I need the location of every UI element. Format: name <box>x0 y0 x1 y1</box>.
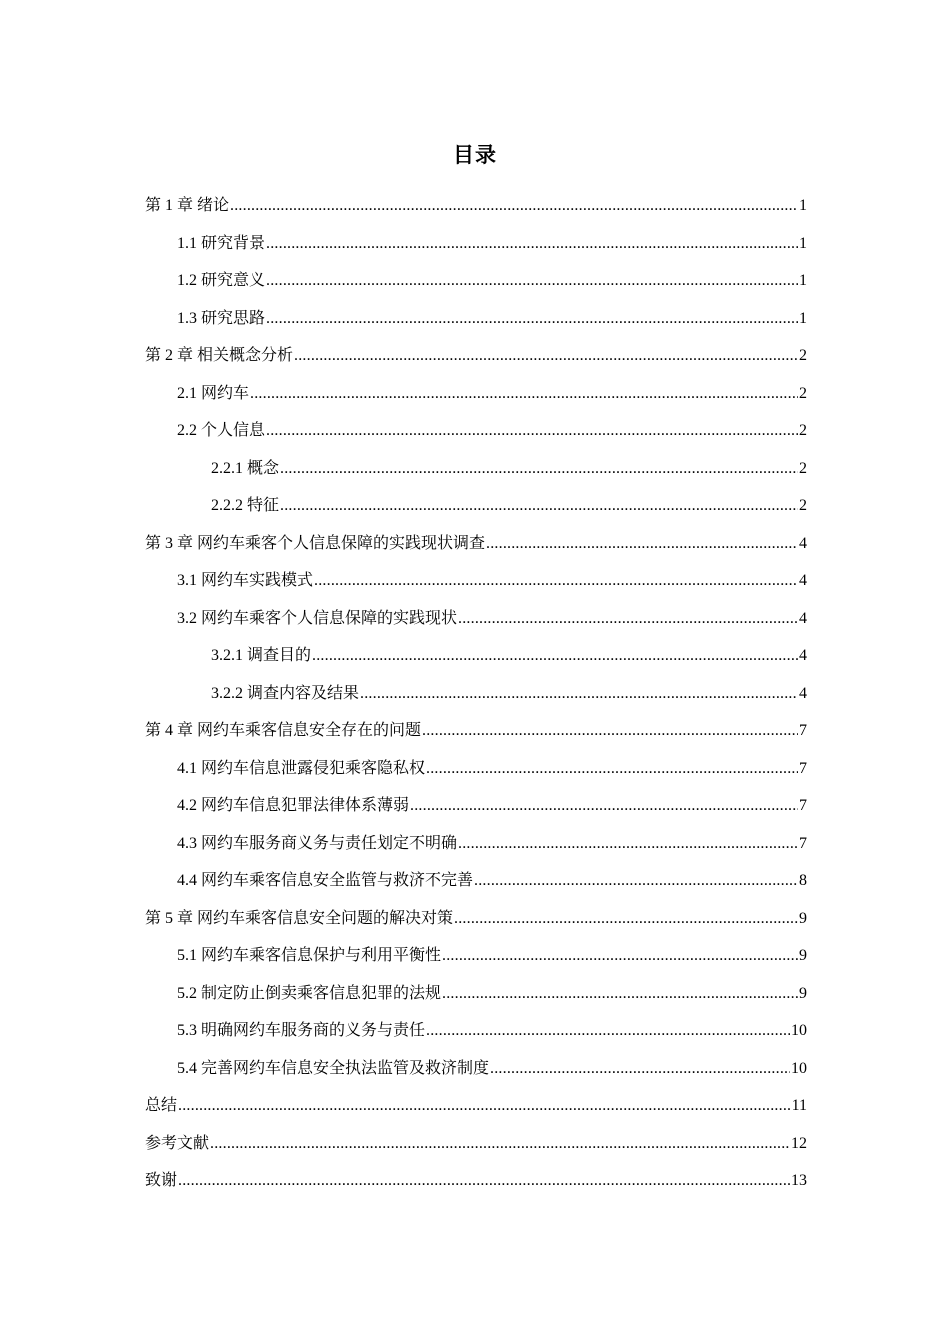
toc-dot-leader <box>486 525 798 563</box>
toc-dot-leader <box>266 300 798 338</box>
toc-entry-text: 第 3 章 网约车乘客个人信息保障的实践现状调查 <box>145 534 486 552</box>
toc-entry-text: 1.1 研究背景 <box>177 234 266 252</box>
toc-entry-page-number: 1 <box>799 309 807 327</box>
toc-entry[interactable] <box>145 712 807 750</box>
toc-title: 目录 <box>453 143 497 167</box>
toc-entry-page-number: 10 <box>791 1022 807 1039</box>
toc-dot-leader <box>442 975 798 1013</box>
toc-entry[interactable] <box>145 900 807 938</box>
toc-entry-text: 参考文献 <box>145 1134 210 1152</box>
toc-dot-leader <box>210 1125 790 1163</box>
toc-entry-text: 2.2.2 特征 <box>211 497 280 514</box>
toc-entry-page-number: 2 <box>799 384 807 402</box>
toc-entry-page-number: 9 <box>799 947 807 964</box>
toc-entry[interactable] <box>145 375 807 413</box>
toc-dot-leader <box>458 825 798 863</box>
toc-entry-text: 5.4 完善网约车信息安全执法监管及救济制度 <box>177 1059 490 1077</box>
toc-entry-text: 4.4 网约车乘客信息安全监管与救济不完善 <box>177 872 474 889</box>
toc-entry-text: 2.1 网约车 <box>177 384 250 402</box>
toc-entry-text: 第 4 章 网约车乘客信息安全存在的问题 <box>145 722 422 739</box>
toc-entry[interactable] <box>145 975 807 1013</box>
toc-entry-text: 3.2.2 调查内容及结果 <box>211 684 360 702</box>
toc-entry-text: 5.3 明确网约车服务商的义务与责任 <box>177 1022 426 1039</box>
toc-entry[interactable] <box>145 1087 807 1125</box>
toc-dot-leader <box>280 487 798 525</box>
toc-dot-leader <box>312 637 798 675</box>
toc-entry-text: 1.3 研究思路 <box>177 309 266 327</box>
toc-entry[interactable] <box>145 1012 807 1050</box>
toc-dot-leader <box>360 675 798 713</box>
toc-entry-text: 3.2 网约车乘客个人信息保障的实践现状 <box>177 609 458 627</box>
toc-entry[interactable] <box>145 337 807 375</box>
toc-entry-text: 2.2.1 概念 <box>211 459 280 477</box>
toc-entry[interactable] <box>145 825 807 863</box>
toc-entry-page-number: 4 <box>799 572 807 589</box>
toc-dot-leader <box>314 562 798 600</box>
toc-entry-page-number: 7 <box>799 834 807 852</box>
toc-entry-page-number: 13 <box>791 1172 807 1189</box>
toc-entry-text: 5.1 网约车乘客信息保护与利用平衡性 <box>177 947 442 964</box>
toc-entry[interactable] <box>145 262 807 300</box>
toc-dot-leader <box>280 450 798 488</box>
toc-entry-text: 1.2 研究意义 <box>177 272 266 289</box>
table-of-contents <box>145 187 807 1200</box>
toc-entry[interactable] <box>145 1162 807 1200</box>
toc-entry[interactable] <box>145 787 807 825</box>
toc-entry[interactable] <box>145 412 807 450</box>
toc-entry[interactable] <box>145 1125 807 1163</box>
toc-entry-page-number: 8 <box>799 872 807 889</box>
toc-entry[interactable] <box>145 525 807 563</box>
toc-entry[interactable] <box>145 600 807 638</box>
toc-entry-page-number: 4 <box>799 534 807 552</box>
toc-dot-leader <box>426 1012 790 1050</box>
toc-entry-page-number: 1 <box>799 234 807 252</box>
toc-entry[interactable] <box>145 937 807 975</box>
toc-entry-page-number: 12 <box>791 1134 807 1152</box>
toc-entry[interactable] <box>145 187 807 225</box>
toc-dot-leader <box>266 225 798 263</box>
toc-entry[interactable] <box>145 300 807 338</box>
toc-dot-leader <box>178 1087 791 1125</box>
toc-entry-text: 4.3 网约车服务商义务与责任划定不明确 <box>177 834 458 852</box>
toc-entry-text: 3.1 网约车实践模式 <box>177 572 314 589</box>
toc-dot-leader <box>230 187 798 225</box>
toc-dot-leader <box>266 262 798 300</box>
toc-entry[interactable] <box>145 225 807 263</box>
toc-dot-leader <box>250 375 798 413</box>
toc-dot-leader <box>458 600 798 638</box>
toc-entry[interactable] <box>145 1050 807 1088</box>
toc-entry-page-number: 10 <box>791 1059 807 1077</box>
toc-entry-page-number: 11 <box>791 1097 807 1114</box>
toc-entry-page-number: 4 <box>799 684 807 702</box>
toc-entry[interactable] <box>145 750 807 788</box>
toc-entry-text: 5.2 制定防止倒卖乘客信息犯罪的法规 <box>177 984 442 1002</box>
toc-entry-page-number: 2 <box>799 459 807 477</box>
toc-dot-leader <box>426 750 798 788</box>
toc-entry[interactable] <box>145 450 807 488</box>
toc-entry-text: 4.1 网约车信息泄露侵犯乘客隐私权 <box>177 759 426 777</box>
toc-dot-leader <box>266 412 798 450</box>
toc-dot-leader <box>294 337 798 375</box>
toc-dot-leader <box>442 937 798 975</box>
toc-entry-text: 第 5 章 网约车乘客信息安全问题的解决对策 <box>145 909 454 927</box>
toc-entry-page-number: 9 <box>799 984 807 1002</box>
toc-entry-text: 4.2 网约车信息犯罪法律体系薄弱 <box>177 797 410 814</box>
toc-entry[interactable] <box>145 562 807 600</box>
toc-entry-page-number: 2 <box>799 347 807 364</box>
toc-entry-text: 3.2.1 调查目的 <box>211 647 312 664</box>
toc-entry-page-number: 7 <box>799 759 807 777</box>
toc-dot-leader <box>178 1162 790 1200</box>
toc-dot-leader <box>454 900 798 938</box>
toc-dot-leader <box>410 787 798 825</box>
toc-entry-text: 总结 <box>145 1097 178 1114</box>
toc-entry-page-number: 1 <box>799 197 807 214</box>
toc-entry-page-number: 7 <box>799 722 807 739</box>
toc-entry-page-number: 7 <box>799 797 807 814</box>
toc-entry-page-number: 1 <box>799 272 807 289</box>
toc-entry-page-number: 2 <box>799 422 807 439</box>
toc-entry-page-number: 9 <box>799 909 807 927</box>
toc-entry-text: 致谢 <box>145 1172 178 1189</box>
toc-dot-leader <box>422 712 798 750</box>
toc-entry[interactable] <box>145 487 807 525</box>
toc-entry[interactable] <box>145 637 807 675</box>
toc-entry-page-number: 2 <box>799 497 807 514</box>
toc-entry-text: 第 2 章 相关概念分析 <box>145 347 294 364</box>
toc-entry-page-number: 4 <box>799 609 807 627</box>
toc-entry-page-number: 4 <box>799 647 807 664</box>
toc-dot-leader <box>490 1050 790 1088</box>
toc-dot-leader <box>474 862 798 900</box>
toc-entry-text: 第 1 章 绪论 <box>145 197 230 214</box>
toc-entry[interactable] <box>145 862 807 900</box>
toc-entry[interactable] <box>145 675 807 713</box>
toc-entry-text: 2.2 个人信息 <box>177 422 266 439</box>
